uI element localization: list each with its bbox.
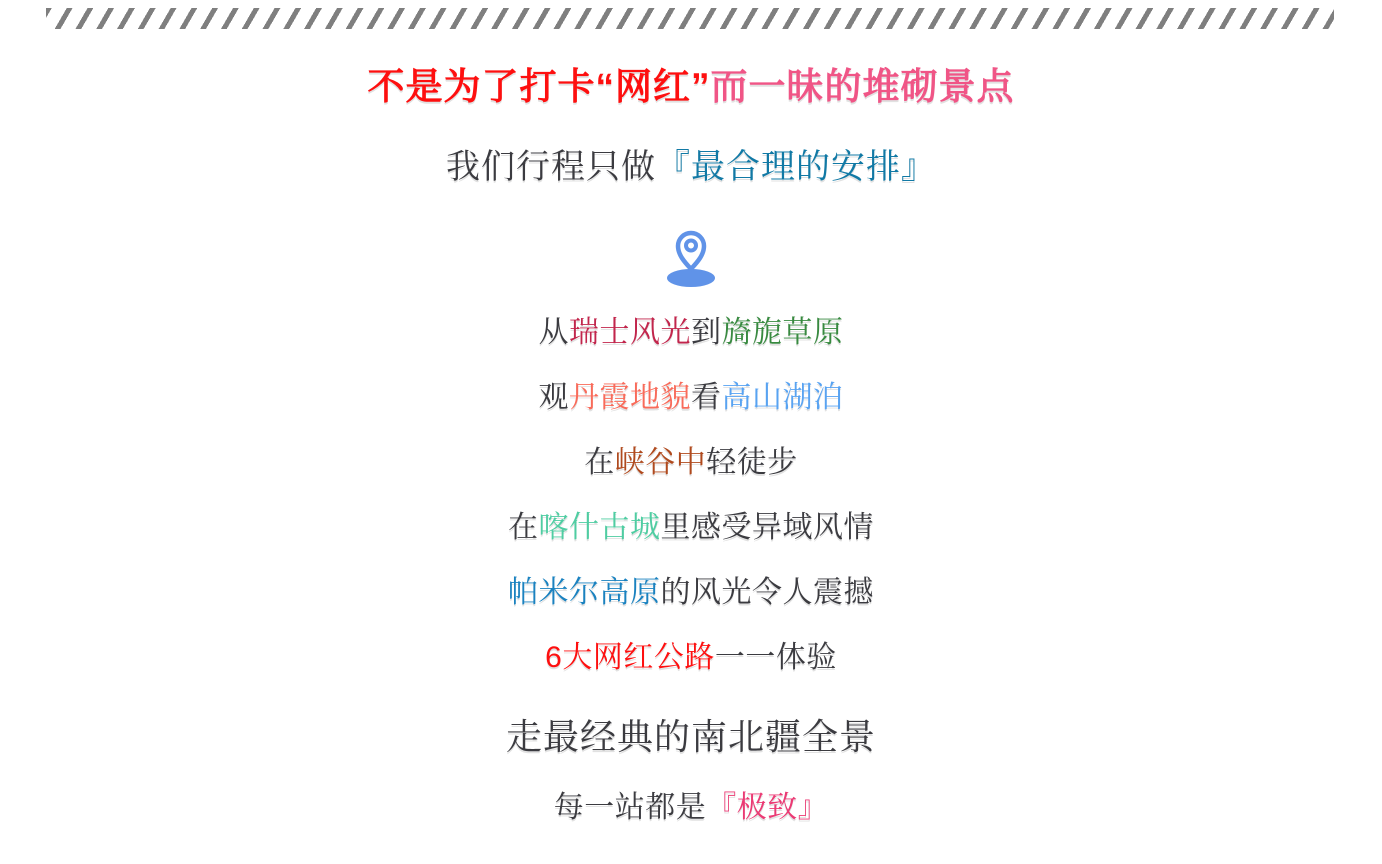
closing-dark-segment: 每一站都是: [553, 791, 707, 824]
highlight-segment: 到: [691, 316, 722, 349]
highlight-segment: 丹霞地貌: [569, 381, 691, 414]
highlight-segment: 帕米尔高原: [508, 576, 661, 609]
highlight-segment: 从: [538, 316, 569, 349]
highlight-segment: 6大网红公路: [545, 641, 715, 674]
itinerary-highlight-line: [508, 573, 874, 613]
itinerary-highlight-line: [545, 638, 837, 678]
itinerary-highlight-line: [539, 313, 844, 353]
highlight-segment: 一一体验: [714, 641, 837, 674]
highlight-segment: 观: [538, 381, 569, 414]
headline: [368, 65, 1015, 109]
highlight-segment: 在: [584, 446, 615, 479]
subheadline: [446, 145, 936, 189]
highlight-segment: 旖旎草原: [721, 316, 844, 349]
itinerary-highlight-line: [508, 508, 874, 548]
highlight-segment: 轻徒步: [706, 446, 798, 479]
headline-pink-segment: 而一昧的堆砌景点: [710, 66, 1015, 107]
highlight-segment: 瑞士风光: [569, 316, 691, 349]
itinerary-highlight-line: [584, 443, 798, 483]
closing-line: [554, 788, 829, 828]
highlight-segment: 的风光令人震撼: [660, 576, 874, 609]
highlight-segment: 峡谷中: [614, 446, 707, 479]
headline-red-segment: 不是为了打卡“网红”: [367, 66, 711, 107]
itinerary-highlight-line: [539, 378, 844, 418]
highlight-segment: 在: [508, 511, 539, 544]
highlight-segment: 喀什古城: [538, 511, 661, 544]
route-summary-text: 走最经典的南北疆全景: [505, 716, 876, 757]
diagonal-stripes-divider: [46, 8, 1334, 29]
highlight-segment: 里感受异域风情: [660, 511, 874, 544]
highlight-segment: 看: [691, 381, 722, 414]
route-summary: [506, 713, 876, 761]
location-pin-icon: [665, 225, 717, 289]
subheadline-dark-segment: 我们行程只做: [446, 148, 656, 186]
closing-pink-segment: 『极致』: [706, 791, 829, 824]
highlight-segment: 高山湖泊: [721, 381, 844, 414]
subheadline-teal-segment: 『最合理的安排』: [656, 148, 936, 186]
